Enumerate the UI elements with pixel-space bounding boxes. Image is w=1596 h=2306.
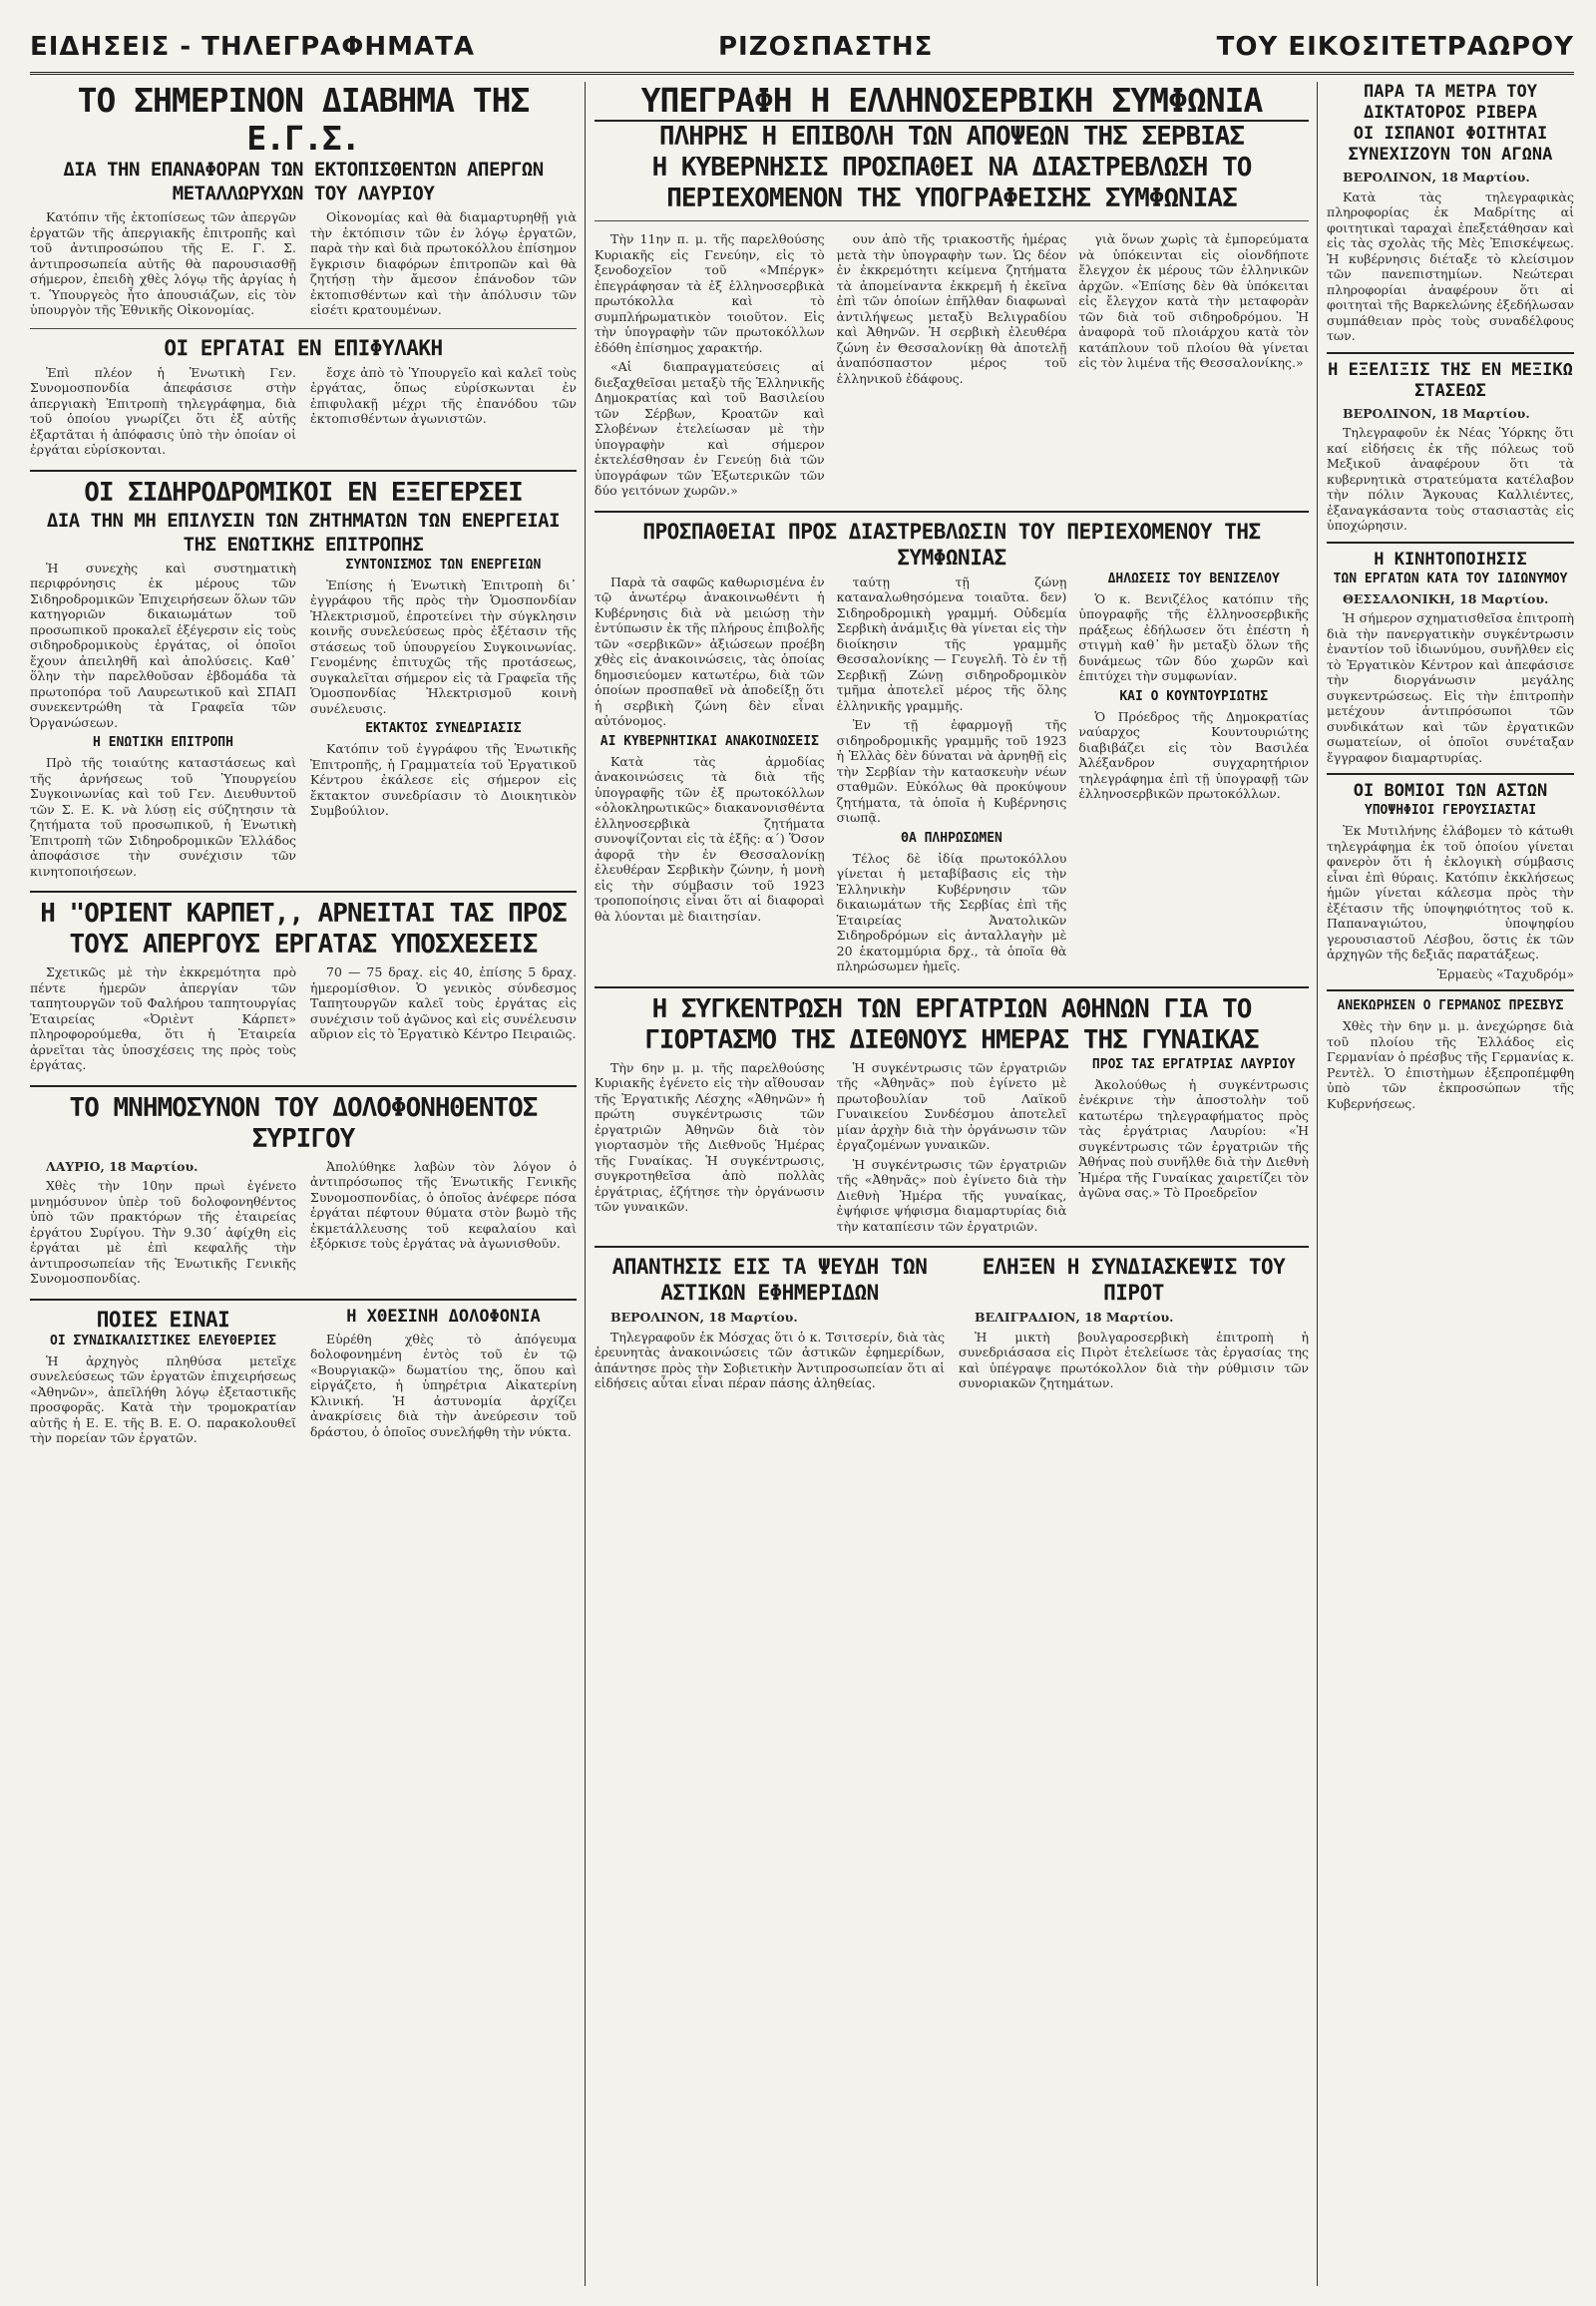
article-subheadline: ΔΙΑ ΤΗΝ ΜΗ ΕΠΙΛΥΣΙΝ ΤΩΝ ΖΗΤΗΜΑΤΩΝ ΤΩΝ ΕΝΕΡΓΕΙΑΙ ΤΗΣ ΕΝΩΤΙΚΗΣ ΕΠΙΤΡΟΠΗΣ — [46, 509, 561, 556]
article-row — [595, 1254, 1309, 1395]
divider — [1327, 352, 1574, 354]
article-body — [30, 205, 577, 322]
dateline: ΒΕΛΙΓΡΑΔΙΟΝ, 18 Μαρτίου. — [975, 1310, 1174, 1325]
paragraph: Οἰκονομίας καὶ θὰ διαμαρτυρηθῇ γιὰ τὴν ἐκτόπισιν τῶν ἐν λόγῳ ἐργατῶν, παρὰ τὴν καὶ διὰ πρωτοκόλλου ἐπίσημον ἔγκρισιν διαφόρων ἐπιτροπῶν καὶ θὰ ζητήσῃ τὴν ἄμεσον ἐπάνοδον τῶν ἐκτοπισθέντων καὶ τὴν ἀπόλυσιν τῶν εἰσέτι κρατουμένων. — [310, 209, 577, 317]
paragraph: Κατὰ τὰς ἁρμοδίας ἀνακοινώσεις τὰ διὰ τῆς ὑπογραφῆς τῶν ἐξ πρωτοκόλλων «ὁλοκληρωτικῶς» διακανονισθέντα ἑλληνοσερβικὰ ζητήματα συνοψίζονται εἰς τὰ ἑξῆς: α΄) Ὅσον ἀφορᾷ τὴν ἐν Θεσσαλονίκῃ ἐλευθέραν Σερβικὴν ζώνην, ἡ μονὴ εἰς τὴν σύμβασιν τοῦ 1923 τροποποίησις εἶναι ὅτι αἱ διαφοραὶ θὰ λύονται μὲ διαιτησίαν. — [595, 753, 825, 924]
paragraph: 70 — 75 δραχ. εἰς 40, ἐπίσης 5 δραχ. ἡμερομίσθιον. Ὁ γενικὸς σύνδεσμος Ταπητουργῶν καλεῖ τοὺς ἐργάτας εἰς συνέχισιν τοῦ ἀγῶνος καὶ εἰς συνέλευσιν αὔριον εἰς τὸ Ἐργατικὸ Κέντρο Πειραιῶς. — [310, 964, 577, 1041]
divider — [30, 1085, 577, 1087]
article-body — [595, 1056, 1309, 1239]
paragraph: Ἐπίσης ἡ Ἑνωτικὴ Ἐπιτροπὴ δι᾿ ἐγγράφου τῆς πρὸς τὴν Ὁμοσπονδίαν Ἠλεκτρισμοῦ, ἐπροτείνει τὴν σύγκλησιν κοινῆς συνελεύσεως πρὸς ἐξέτασιν τῆς στάσεως τοῦ ὑπουργείου Συγκοινωνίας. Γενομένης ἐπιτυχῶς τῆς προτάσεως, συγκαλεῖται σήμερον εἰς τὰ Γραφεῖα τῆς Ὁμοσπονδίας Ἠλεκτρισμοῦ κοινὴ συνέλευσις. — [310, 576, 577, 716]
article-headline: ΠΡΟΣΠΑΘΕΙΑΙ ΠΡΟΣ ΔΙΑΣΤΡΕΒΛΩΣΙΝ ΤΟΥ ΠΕΡΙΕΧΟΜΕΝΟΥ ΤΗΣ ΣΥΜΦΩΝΙΑΣ — [642, 519, 1261, 570]
paragraph: Ἡ συνεχὴς καὶ συστηματικὴ περιφρόνησις ἐκ μέρους τῶν Σιδηροδρομικῶν Ἐπιχειρήσεων ὅλων τῶν κατηγοριῶν δικαιωμάτων τοῦ προσωπικοῦ προκαλεῖ ἐξέγερσιν εἰς τοὺς σιδηροδρομικοὺς ἐργάτας, οἱ ὁποῖοι ἔχουν ἀπειληθῆ καὶ ἀπολύσεις. Καθ᾿ ὅλην τὴν παρελθοῦσαν ἑβδομάδα τὰ πρωτοπόρα τοῦ Λαυρεωτικοῦ καὶ ΣΠΑΠ συνεκεντρώθη τὰ Γραφεῖα τῶν Ὀργανώσεων. — [30, 560, 296, 730]
divider — [595, 511, 1309, 513]
article-body — [30, 361, 577, 462]
article-headline: Η ΕΞΕΛΙΞΙΣ ΤΗΣ ΕΝ ΜΕΞΙΚΩ ΣΤΑΣΕΩΣ — [1328, 359, 1573, 401]
article-body — [595, 227, 1309, 503]
article-body — [595, 571, 1309, 978]
paragraph: ταύτῃ τῇ ζώνῃ καταναλωθησόμενα τοιαῦτα. δεν) Σιδηροδρομικὴ γραμμή. Οὐδεμία Σερβικὴ ἀνάμιξις θὰ γίνεται εἰς τὴν διοίκησιν τῆς γραμμῆς Θεσσαλονίκης — Γευγελῆ. Τὸ ἐν τῇ Σερβικῇ Ζώνῃ σιδηροδρομικὸν τμῆμα ἀποτελεῖ μέρος τῆς ὅλης ἑλληνικῆς γραμμῆς. — [836, 574, 1067, 713]
paragraph: Ἡ μικτὴ βουλγαροσερβικὴ ἐπιτροπὴ ἡ συνεδριάσασα εἰς Πιρὸτ ἐτελείωσε τὰς ἐργασίας της καὶ ὑπέγραψε πρωτόκολλον διὰ τὴν ρύθμισιν τῶν συνοριακῶν ζητημάτων. — [959, 1329, 1309, 1390]
article-subheadline: ΤΩΝ ΕΡΓΑΤΩΝ ΚΑΤΑ ΤΟΥ ΙΔΙΩΝΥΜΟΥ — [1333, 571, 1568, 586]
divider — [595, 986, 1309, 988]
section-subhead: ΠΡΟΣ ΤΑΣ ΕΡΓΑΤΡΙΑΣ ΛΑΥΡΙΟΥ — [1091, 1056, 1296, 1072]
article-headline: ΕΛΗΞΕΝ Η ΣΥΝΔΙΑΣΚΕΨΙΣ ΤΟΥ ΠΙΡΟΤ — [982, 1255, 1286, 1305]
dateline: ΒΕΡΟΛΙΝΟΝ, 18 Μαρτίου. — [610, 1310, 798, 1325]
article-headline: ΟΙ ΒΟΜΙΟΙ ΤΩΝ ΑΣΤΩΝ — [1353, 781, 1548, 801]
divider — [1327, 773, 1574, 775]
column-right — [1327, 82, 1574, 2286]
paragraph: ἔσχε ἀπὸ τὸ Ὑπουργεῖο καὶ καλεῖ τοὺς ἐργάτας, ὅπως εὑρίσκωνται ἐν ἐπιφυλακῇ μέχρι τῆς ἐπανόδου τῶν ἐκτοπισθέντων ἀγωνιστῶν. — [310, 364, 577, 426]
paragraph — [595, 1310, 945, 1326]
article-row — [30, 1307, 577, 1450]
divider — [595, 220, 1309, 221]
paragraph: Παρὰ τὰ σαφῶς καθωρισμένα ἐν τῷ ἀνωτέρῳ ἀνακοινωθέντι ἡ Κυβέρνησις διὰ νὰ μειώσῃ τὴν ἐντύπωσιν ἐκ τῆς πλήρους ἐπιβολῆς τῶν «σερβικῶν» ἀξιώσεων προέβη χθὲς εἰς ἀνακοινώσεις, τὰς ὁποίας δημοσιεύομεν κατωτέρω, διὰ τῶν ὁποίων προσπαθεῖ νὰ ἀποδείξῃ ὅτι ἡ σερβικὴ ζώνη δὲν εἶναι αὐτόνομος. — [595, 574, 825, 728]
paragraph — [1327, 170, 1574, 186]
masthead — [30, 20, 1574, 75]
paragraph: Χθὲς τὴν 6ην μ. μ. ἀνεχώρησε διὰ τοῦ πλοίου τῆς Ἑλλάδος εἰς Γερμανίαν ὁ πρέσβυς τῆς Γερμανίας κ. Ρεντὲλ. Ὁ ἐπιστὴμων ἐξεπροπέμφθη ὑπὸ τῶν ἐκπροσώπων τῆς Κυβερνήσεως. — [1327, 1018, 1574, 1111]
paragraph: Ἡ σήμερον σχηματισθεῖσα ἐπιτροπὴ διὰ τὴν πανεργατικὴν συγκέντρωσιν ἐναντίον τοῦ ἰδιωνύμου, συνῆλθεν εἰς τὸ Ἐργατικὸν Κέντρον καὶ ἀπεφάσισε τὴν διοργάνωσιν μεγάλης συγκεντρώσεως. Εἰς τὴν ἐπιτροπὴν μετέχουν ἀντιπρόσωποι τῶν συνδικάτων καὶ τῶν ἐργατικῶν σωματείων, οἱ ὁποῖοι συνέταξαν ἔγγραφον διαμαρτυρίας. — [1327, 610, 1574, 765]
paragraph: Τὴν 6ην μ. μ. τῆς παρελθούσης Κυριακῆς ἐγένετο εἰς τὴν αἴθουσαν τῆς Ἐργατικῆς Λέσχης «Ἀθηνῶν» ἡ πρώτη συγκέντρωσις τῶν ἐργατριῶν Ἀθηνῶν διὰ τὸν γιορτασμὸν τῆς Διεθνοῦς Ἡμέρας τῆς Γυναίκας. Ἡ συγκέντρωσις, συγκροτηθεῖσα ἀπὸ πολλὰς ἐργάτριας, ἐζήτησε τὴν ὀργάνωσιν τῶν γυναικῶν. — [595, 1059, 825, 1214]
signature: Ἑρμαεὺς «Ταχυδρόμ» — [1436, 965, 1574, 981]
paragraph: Ἐπὶ πλέον ἡ Ἑνωτικὴ Γεν. Συνομοσπονδία ἀπεφάσισε στὴν ἀπεργιακὴ Ἐπιτροπὴ τηλεγράφημα, διὰ τοῦ ὁποίου γνωρίζει ὅτι ἐξ αὐτῆς ἐξαρτᾶται ἡ ἀπόφασις ὑπὸ τὴν ὁποίαν οἱ ἐργάται εὑρίσκονται. — [30, 364, 296, 457]
section-subhead: ΚΑΙ Ο ΚΟΥΝΤΟΥΡΙΩΤΗΣ — [1119, 688, 1269, 704]
newspaper-page — [30, 20, 1574, 2286]
section-subhead: ΣΥΝΤΟΝΙΣΜΟΣ ΤΩΝ ΕΝΕΡΓΕΙΩΝ — [345, 557, 542, 573]
article-subheadline: ΟΙ ΙΣΠΑΝΟΙ ΦΟΙΤΗΤΑΙ ΣΥΝΕΧΙΖΟΥΝ ΤΟΝ ΑΓΩΝΑ — [1348, 124, 1553, 165]
article-subheadline: ΥΠΟΨΗΦΙΟΙ ΓΕΡΟΥΣΙΑΣΤΑΙ — [1364, 803, 1537, 818]
article-headline: ΠΑΡΑ ΤΑ ΜΕΤΡΑ ΤΟΥ ΔΙΚΤΑΤΟΡΟΣ ΡΙΒΕΡΑ — [1364, 82, 1537, 123]
divider — [30, 328, 577, 329]
dateline: ΘΕΣΣΑΛΟΝΙΚΗ, 18 Μαρτίου. — [1343, 590, 1549, 606]
article-subheadline: ΔΙΑ ΤΗΝ ΕΠΑΝΑΦΟΡΑΝ ΤΩΝ ΕΚΤΟΠΙΣΘΕΝΤΩΝ ΑΠΕΡΓΩΝ ΜΕΤΑΛΛΩΡΥΧΩΝ ΤΟΥ ΛΑΥΡΙΟΥ — [63, 159, 544, 204]
paragraph: Τηλεγραφοῦν ἐκ Μόσχας ὅτι ὁ κ. Τσιτσερίν, διὰ τὰς ἐρευνητὰς ἀνακοινώσεις τῶν ἀστικῶν ἐφημερίδων, ἀπάντησε πρὸς τὴν Σοβιετικὴν Ἀντιπροσωπείαν ὅτι αἱ εἰδήσεις αὗται εἶναι πέραν πάσης ἀληθείας. — [595, 1329, 945, 1390]
dateline: ΛΑΥΡΙΟ, 18 Μαρτίου. — [46, 1158, 199, 1174]
paragraph: Ἐν τῇ ἐφαρμογῇ τῆς σιδηροδρομικῆς γραμμῆς τοῦ 1923 ἡ Ἑλλὰς δὲν δύναται νὰ ἀρνηθῇ εἰς τὴν Σερβίαν τὴν κατασκευὴν νέων σταθμῶν. Εὐκόλως θὰ προκύψουν ζητήματα, τὰ ὁποῖα ἡ Κυβέρνησις σιωπᾷ. — [836, 717, 1067, 825]
paragraph: Πρὸ τῆς τοιαύτης καταστάσεως καὶ τῆς ἀρνήσεως τοῦ Ὑπουργείου Συγκοινωνίας καὶ τοῦ Γεν. Διευθυντοῦ τῶν Σ. Ε. Κ. νὰ λύσῃ εἰς σύζητησιν τὰ ζητήματα τοῦ προσωπικοῦ, ἡ Ἑνωτικὴ Ἐπιτροπὴ τῶν Σιδηροδρομικῶν Ἑλλάδος ἀποφάσισε τὴν συνέχισιν τῶν κινητοποιήσεων. — [30, 755, 296, 879]
paragraph — [1327, 591, 1574, 607]
divider — [1327, 542, 1574, 544]
paragraph: Ἀκολούθως ἡ συγκέντρωσις ἐνέκρινε τὴν ἀποστολὴν τοῦ κατωτέρω τηλεγραφήματος πρὸς τὰς ἐργάτριας Λαυρίου: «Ἡ συγκέντρωσις τῶν ἐργατριῶν τῆς Ἀθήνας ποὺ συνῆλθε διὰ τὴν Διεθνὴ Ἡμέρα τῆς Γυναίκας χαιρετίζει τὸν ἀγῶνα σας.» Τὸ Προεδρεῖον — [1078, 1076, 1309, 1200]
section-label: ΕΙΔΗΣΕΙΣ - ΤΗΛΕΓΡΑΦΗΜΑΤΑ — [30, 32, 476, 62]
lead-headline: ΥΠΕΓΡΑΦΗ Η ΕΛΛΗΝΟΣΕΡΒΙΚΗ ΣΥΜΦΩΝΙΑ — [640, 82, 1263, 120]
column-left — [30, 82, 577, 2286]
paragraph: Τέλος δὲ ἰδίᾳ πρωτοκόλλου γίνεται ἡ μεταβίβασις εἰς τὴν Ἑλληνικὴν Κυβέρνησιν τῶν δικαιωμάτων τῆς Σερβίας ἐπὶ τῆς Ἑταιρείας Ἀνατολικῶν Σιδηροδρόμων εἰς ἀνταλλαγὴν μὲ 20 ἑκατομμύρια δρχ., τὰ ὁποῖα θὰ πληρώσωμεν ἡμεῖς. — [836, 850, 1067, 973]
divider — [30, 1299, 577, 1301]
paper-name: ΡΙΖΟΣΠΑΣΤΗΣ — [718, 32, 934, 62]
article-headline: Η ΣΥΓΚΕΝΤΡΩΣΗ ΤΩΝ ΕΡΓΑΤΡΙΩΝ ΑΘΗΝΩΝ ΓΙΑ ΤΟ ΓΙΟΡΤΑΣΜΟ ΤΗΣ ΔΙΕΘΝΟΥΣ ΗΜΕΡΑΣ ΤΗΣ ΓΥΝΑΙΚΑΣ — [644, 993, 1259, 1055]
divider — [595, 1246, 1309, 1248]
divider — [30, 891, 577, 893]
paragraph: Ὁ Πρόεδρος τῆς Δημοκρατίας ναύαρχος Κουντουριώτης διαβιβάζει εἰς τὸν Βασιλέα Ἀλέξανδρον συγχαρητήριον τηλεγράφημα ἐπὶ τῇ ὑπογραφῇ τῶν ἑλληνοσερβικῶν πρωτοκόλλων. — [1078, 708, 1309, 801]
paragraph — [1327, 406, 1574, 422]
paragraph — [959, 1310, 1309, 1326]
paragraph: Τηλεγραφοῦν ἐκ Νέας Ὑόρκης ὅτι καί εἰδήσεις ἐκ τῆς πόλεως τοῦ Μεξικοῦ ἀναφέρουν ὅτι τὰ κυβερνητικὰ στρατεύματα κατέλαβον τὴν πόλιν Ἄγκουας Καλλιέντες, ἐξαναγκάσαντα τοὺς στασιαστὰς εἰς ὑποχώρησιν. — [1327, 425, 1574, 533]
article-headline: Η ΧΘΕΣΙΝΗ ΔΟΛΟΦΟΝΙΑ — [346, 1306, 541, 1327]
section-subhead: ΔΗΛΩΣΕΙΣ ΤΟΥ ΒΕΝΙΖΕΛΟΥ — [1107, 571, 1280, 586]
edition-label: ΤΟΥ ΕΙΚΟΣΙΤΕΤΡΑΩΡΟΥ — [1216, 32, 1574, 62]
paragraph: Ὁ κ. Βενιζέλος κατόπιν τῆς ὑπογραφῆς τῆς ἑλληνοσερβικῆς πράξεως ἐδήλωσεν ὅτι ἐπέστη ἡ στιγμὴ καθ᾿ ἣν μεταξὺ ὅλων τῆς δυνάμεως τῶν δύο χωρῶν καὶ ἐπιτύχει τὴν συμφωνίαν. — [1078, 590, 1309, 683]
article-headline: ΤΟ ΜΝΗΜΟΣΥΝΟΝ ΤΟΥ ΔΟΛΟΦΟΝΗΘΕΝΤΟΣ ΣΥΡΙΓΟΥ — [69, 1092, 538, 1154]
section-subhead: ΘΑ ΠΛΗΡΩΣΩΜΕΝ — [901, 830, 1002, 846]
article-subheadline: ΟΙ ΣΥΝΔΙΚΑΛΙΣΤΙΚΕΣ ΕΛΕΥΘΕΡΙΕΣ — [50, 1333, 276, 1348]
column-rule — [585, 82, 586, 2286]
section-subhead: Η ΕΝΩΤΙΚΗ ΕΠΙΤΡΟΠΗ — [93, 735, 233, 750]
paragraph: Ἡ ἀρχηγὸς πληθύσα μετεῖχε συνελεύσεως τῶν ἐργατῶν ἐπιχειρήσεως «Ἀθηνῶν», ἀπεῖλήθη λόγῳ ἐξεταστικῆς προσφορᾶς. Κατὰ τὴν τρομοκρατίαν αὐτῆς ἡ Ε. Ε. τῆς Β. Ε. Ο. παρακολουθεῖ τὴν πορείαν τῶν ἐργατῶν. — [30, 1352, 296, 1445]
paragraph: Ἀπολύθηκε λαβὼν τὸν λόγον ὁ ἀντιπρόσωπος τῆς Ἑνωτικῆς Γενικῆς Συνομοσπονδίας, ὁ ὁποῖος ἀνέφερε πόσα ἐργάται πέφτουν θύματα στὸν βωμὸ τῆς ἐκμετάλλευσης τοῦ κεφαλαίου καὶ ἐξόρκισε τοὺς ἐργάτας νὰ ἀγωνισθοῦν. — [310, 1158, 577, 1251]
article-headline: ΑΝΕΚΩΡΗΣΕΝ Ο ΓΕΡΜΑΝΟΣ ΠΡΕΣΒΥΣ — [1337, 998, 1564, 1013]
paragraph: Ἡ συγκέντρωσις τῶν ἐργατριῶν τῆς «Ἀθηνᾶς» ποὺ ἐγίνετο μὲ πρωτοβουλίαν τοῦ Λαϊκοῦ Γυναικείου Συνδέσμου ἀποτελεῖ μίαν ἀρχὴν διὰ τὴν ὀργάνωσιν τῶν ἐργαζομένων γυναικῶν. — [836, 1059, 1067, 1152]
paragraph — [30, 1159, 296, 1175]
paragraph: Κατόπιν τῆς ἐκτοπίσεως τῶν ἀπεργῶν ἐργατῶν τῆς ἀπεργιακῆς ἐπιτροπῆς καὶ τοῦ ἀντιπροσώπου τῆς Ε. Γ. Σ. ἀντιπροσωπεία αὐτῆς θὰ παρουσιασθῇ σήμερον, ἐπειδὴ χθὲς λόγῳ τῆς ἀργίας ἡ τ. Ὑπουργεὸς ἦτο ἀπουσιάζων, εἰς τὸν ὑπουργὸν τῆς Ἐθνικῆς Οἰκονομίας. — [30, 209, 296, 317]
article-headline: ΟΙ ΣΙΔΗΡΟΔΡΟΜΙΚΟΙ ΕΝ ΕΞΕΓΕΡΣΕΙ — [84, 477, 523, 508]
divider — [30, 470, 577, 472]
dateline: ΒΕΡΟΛΙΝΟΝ, 18 Μαρτίου. — [1343, 405, 1530, 421]
paragraph: Εὑρέθη χθὲς τὸ ἀπόγευμα δολοφονημένη ἐντὸς τοῦ ἐν τῷ «Βουργιακῷ» δωματίου της, ὅπου καὶ εἰργάζετο, ἡ ὑπηρέτρια Αἰκατερίνη Κλινική. Ἡ ἀστυνομία ἀρχίζει ἀνακρίσεις διὰ τὴν ἀνεύρεσιν τοῦ δράστου, ὁ ὁποῖος συνελήφθη τὴν νύκτα. — [310, 1331, 577, 1439]
paragraph: Χθὲς τὴν 10ην πρωὶ ἐγένετο μνημόσυνον ὑπὲρ τοῦ δολοφονηθέντος ὑπὸ τῶν πρακτόρων τῆς ἐταιρείας ἐργάτου Συρίγου. Τὴν 9.30΄ ἀφίχθη εἰς ἐργάται μὲ ἐπὶ κεφαλῆς τὴν ἀντιπροσωπείαν τῆς Ἑνωτικῆς Γενικῆς Συνομοσπονδίας. — [30, 1178, 296, 1286]
paragraph: «Αἱ διαπραγματεύσεις αἱ διεξαχθεῖσαι μεταξὺ τῆς Ἑλληνικῆς Δημοκρατίας καὶ τοῦ Βασιλείου τῶν Σέρβων, Κροατῶν καὶ Σλοβένων ἐτελείωσαν μὲ τὴν ὑπογραφὴν καὶ σήμερον ἐκτελέσθησαν ἐν Γενεύῃ διὰ τῶν ὑπογράφων τῶν Ἐξωτερικῶν τῶν δύο γειτόνων χωρῶν.» — [595, 359, 825, 498]
article-headline: ΑΠΑΝΤΗΣΙΣ ΕΙΣ ΤΑ ΨΕΥΔΗ ΤΩΝ ΑΣΤΙΚΩΝ ΕΦΗΜΕΡΙΔΩΝ — [611, 1255, 928, 1305]
article-body — [30, 961, 577, 1077]
lead-subheadline: Η ΚΥΒΕΡΝΗΣΙΣ ΠΡΟΣΠΑΘΕΙ ΝΑ ΔΙΑΣΤΡΕΒΛΩΣΗ ΤΟ ΠΕΡΙΕΧΟΜΕΝΟΝ ΤΗΣ ΥΠΟΓΡΑΦΕΙΣΗΣ ΣΥΜΦΩΝΙΑΣ — [651, 153, 1252, 213]
article-body — [30, 1155, 577, 1291]
divider — [1327, 989, 1574, 991]
article-headline: ΤΟ ΣΗΜΕΡΙΝΟΝ ΔΙΑΒΗΜΑ ΤΗΣ Ε.Γ.Σ. — [77, 82, 530, 158]
paragraph: Ἐκ Μυτιλήνης ἐλάβομεν τὸ κάτωθι τηλεγράφημα ἐκ τοῦ ὁποίου γίνεται φανερὸν ὅτι ἡ ἐκλογικὴ σύμβασις εἶναι ἐπὶ θύραις. Κατόπιν ἐκκλήσεως ἡμῶν γίνεται κάλεσμα πρὸς τὴν ἐξέτασιν τῆς ὑποψηφιότητος τοῦ κ. Παπαναγιώτου, ὑποψηφίου γερουσιαστοῦ Λέσβου, ὅστις ἐκ τῶν ἀρχηγῶν τῆς δεξιᾶς παρατάξεως. — [1327, 823, 1574, 961]
paragraph: Σχετικῶς μὲ τὴν ἐκκρεμότητα πρὸ πέντε ἡμερῶν ἀπεργίαν τῶν ταπητουργῶν τοῦ Φαλήρου ταπητουργίας Ἑταιρείας «Ὀριὲντ Κάρπετ» πληροφορούμεθα, ὅτι ἡ Ἑταιρεία ἀρνεῖται τὰς ὑποσχέσεις της πρὸς τοὺς ἐργάτας. — [30, 964, 296, 1072]
article-body — [30, 557, 577, 884]
section-subhead: ΕΚΤΑΚΤΟΣ ΣΥΝΕΔΡΙΑΣΙΣ — [365, 721, 522, 736]
paragraph: γιὰ ὅνων χωρὶς τὰ ἐμπορεύματα νὰ ὑπόκεινται εἰς οἱονδήποτε ἔλεγχον ἐκ μέρους τῶν ἑλληνικῶν ἀρχῶν. «Ἐπίσης δὲν θὰ ὑπόκειται εἰς ἔλεγχον κατὰ τὴν μεταφορὰν τῶν διὰ τοῦ σιδηροδρόμου. Ἡ ἀναφορὰ τοῦ πλοιάρχου κατὰ τὸν κατάπλουν τοῦ πλοίου θὰ γίνεται εἰς τὸν λιμένα τῆς Θεσσαλονίκης.» — [1078, 231, 1309, 370]
paragraph: Κατὰ τὰς τηλεγραφικὰς πληροφορίας ἐκ Μαδρίτης αἱ φοιτητικαὶ ταραχαὶ ἐπεξετάθησαν καὶ εἰς τὰς σχολὰς τῆς Μὲς Ἐπισκέψεως. Ἡ κυβέρνησις διέταξε τὸ κλείσιμον τῶν πανεπιστημίων. Νεώτεραι πληροφορίαι ἀναφέρουν ὅτι αἱ φοιτηταὶ τῆς Βαρκελώνης ἐξεδήλωσαν συμπάθειαν πρὸς τοὺς συναδέλφους των. — [1327, 189, 1574, 343]
article-headline: Η "ΟΡΙΕΝΤ ΚΑΡΠΕΤ,, ΑΡΝΕΙΤΑΙ ΤΑΣ ΠΡΟΣ ΤΟΥΣ ΑΠΕΡΓΟΥΣ ΕΡΓΑΤΑΣ ΥΠΟΣΧΕΣΕΙΣ — [40, 899, 567, 960]
article-headline: ΟΙ ΕΡΓΑΤΑΙ ΕΝ ΕΠΙΦΥΛΑΚΗ — [164, 335, 443, 360]
column-rule — [1317, 82, 1318, 2286]
column-center — [595, 82, 1309, 2286]
paragraph: Ἡ συγκέντρωσις τῶν ἐργατριῶν τῆς «Ἀθηνᾶς» ποὺ ἐγίνετο διὰ τὴν Διεθνὴ Ἡμέρα τῆς γυναίκας, ἐψήφισε ψήφισμα διαμαρτυρίας διὰ τὴν καταπίεσιν τῶν ἐργατριῶν. — [836, 1156, 1067, 1234]
lead-subheadline: ΠΛΗΡΗΣ Η ΕΠΙΒΟΛΗ ΤΩΝ ΑΠΟΨΕΩΝ ΤΗΣ ΣΕΡΒΙΑΣ — [595, 120, 1309, 153]
paragraph: Τὴν 11ην π. μ. τῆς παρελθούσης Κυριακῆς εἰς Γενεύην, εἰς τὸ ξενοδοχεῖον τοῦ «Μπέργκ» ἐπεγράφησαν τὰ ἐξ ἑλληνοσερβικὰ πρωτόκολλα καὶ τὸ συμπλήρωματικὸν τοιοῦτον. Εἰς τὴν ὑπογραφὴν τῶν πρωτοκόλλων ἐδόθη ἐπίσημος χαρακτήρ. — [595, 231, 825, 355]
article-headline: Η ΚΙΝΗΤΟΠΟΙΗΣΙΣ — [1374, 549, 1527, 570]
article-headline: ΠΟΙΕΣ ΕΙΝΑΙ — [96, 1307, 230, 1332]
paragraph: Κατόπιν τοῦ ἐγγράφου τῆς Ἑνωτικῆς Ἐπιτροπῆς, ἡ Γραμματεία τοῦ Ἐργατικοῦ Κέντρου ἐκάλεσε εἰς σήμερον εἰς ἔκτακτον συνεδρίασιν τὸ Διοικητικὸν Συμβούλιον. — [310, 741, 577, 818]
paragraph: ουν ἀπὸ τῆς τριακοστῆς ἡμέρας μετὰ τὴν ὑπογραφὴν των. Ὡς δέον ἐν ἐκκρεμότητι κείμενα ζητήματα τὰ ἀπομείναντα ἐκκρεμῆ ἡ ἐκεῖνα ἐπὶ τῶν ὁποίων ἐπῆλθαν διαφωναὶ ἀντιλήψεως μεταξὺ Βελιγραδίου καὶ Ἀθηνῶν. Ἡ σερβικὴ ἐλευθέρα ζώνη ἐν Θεσσαλονίκῃ θὰ ἀποτελῇ ἀναπόσπαστον μέρος τοῦ ἑλληνικοῦ ἐδάφους. — [836, 231, 1067, 386]
dateline: ΒΕΡΟΛΙΝΟΝ, 18 Μαρτίου. — [1343, 170, 1530, 185]
section-subhead: ΑΙ ΚΥΒΕΡΝΗΤΙΚΑΙ ΑΝΑΚΟΙΝΩΣΕΙΣ — [599, 733, 819, 749]
